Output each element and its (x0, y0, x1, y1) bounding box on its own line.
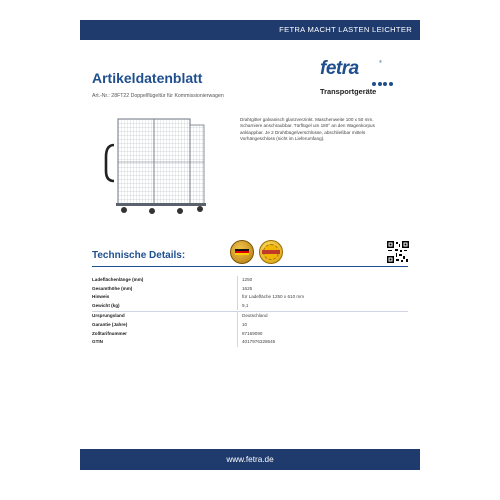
wire-mesh-trolley-image (100, 115, 225, 215)
fetra-logo (320, 58, 400, 103)
top-banner: FETRA MACHT LASTEN LEICHTER (80, 20, 420, 40)
specification-table (92, 276, 408, 347)
spec-row (92, 338, 408, 347)
spec-row (92, 285, 408, 294)
spec-label: Ladeflächenlänge (mm) (92, 277, 144, 282)
spec-row (92, 276, 408, 285)
product-description: Drahtgitter galvanisch glanzverzinkt. Maschenweite 100 x 50 mm. Scharniere anschraubbar. Türflügel um 180° an den Wagenkorpus anklappbar. Je 2 Drahtbügelverschlüsse, abschließbar mittels Vorhängeschloss (nicht im Lieferumfang). (240, 117, 375, 142)
spec-row (92, 293, 408, 302)
footer-website-link[interactable]: www.fetra.de (80, 449, 420, 470)
spec-label: Ursprungsland (92, 313, 125, 319)
spec-row (92, 302, 408, 311)
spec-label: Gesamthöhe (mm) (92, 285, 133, 291)
logo-registered-mark: ® (379, 59, 382, 64)
spec-row (92, 311, 408, 321)
qr-code-icon (387, 241, 409, 263)
spec-value: Deutschland (242, 313, 268, 319)
logo-tagline: Transportgeräte (320, 87, 377, 96)
guarantee-badge (259, 240, 283, 264)
spec-row (92, 330, 408, 339)
spec-value: 87169090 (242, 330, 263, 336)
datasheet-page (80, 0, 420, 500)
page-title: Artikeldatenblatt (92, 70, 203, 86)
technical-details-heading: Technische Details: (92, 250, 186, 261)
section-divider (92, 266, 408, 267)
article-number: Art.-Nr.: 28FT22 Doppelflügeltür für Kommissionierwagen (92, 93, 224, 99)
spec-row (92, 321, 408, 330)
spec-value: 1250 (242, 277, 253, 282)
spec-label: Garantie (Jahre) (92, 321, 128, 327)
spec-value: 4017976328645 (242, 339, 276, 345)
spec-label: Gewicht (kg) (92, 302, 120, 308)
spec-value: 1625 (242, 285, 253, 291)
spec-label: Zolltarifnummer (92, 330, 127, 336)
spec-value: für Ladefläche 1250 x 610 mm (242, 294, 305, 300)
spec-value: 10 (242, 321, 248, 327)
made-in-germany-badge (230, 240, 254, 264)
spec-label: GTIN (92, 339, 103, 345)
logo-wordmark: fetra (320, 58, 359, 79)
spec-value: 9,1 (242, 302, 249, 308)
spec-label: Hinweis (92, 294, 110, 300)
